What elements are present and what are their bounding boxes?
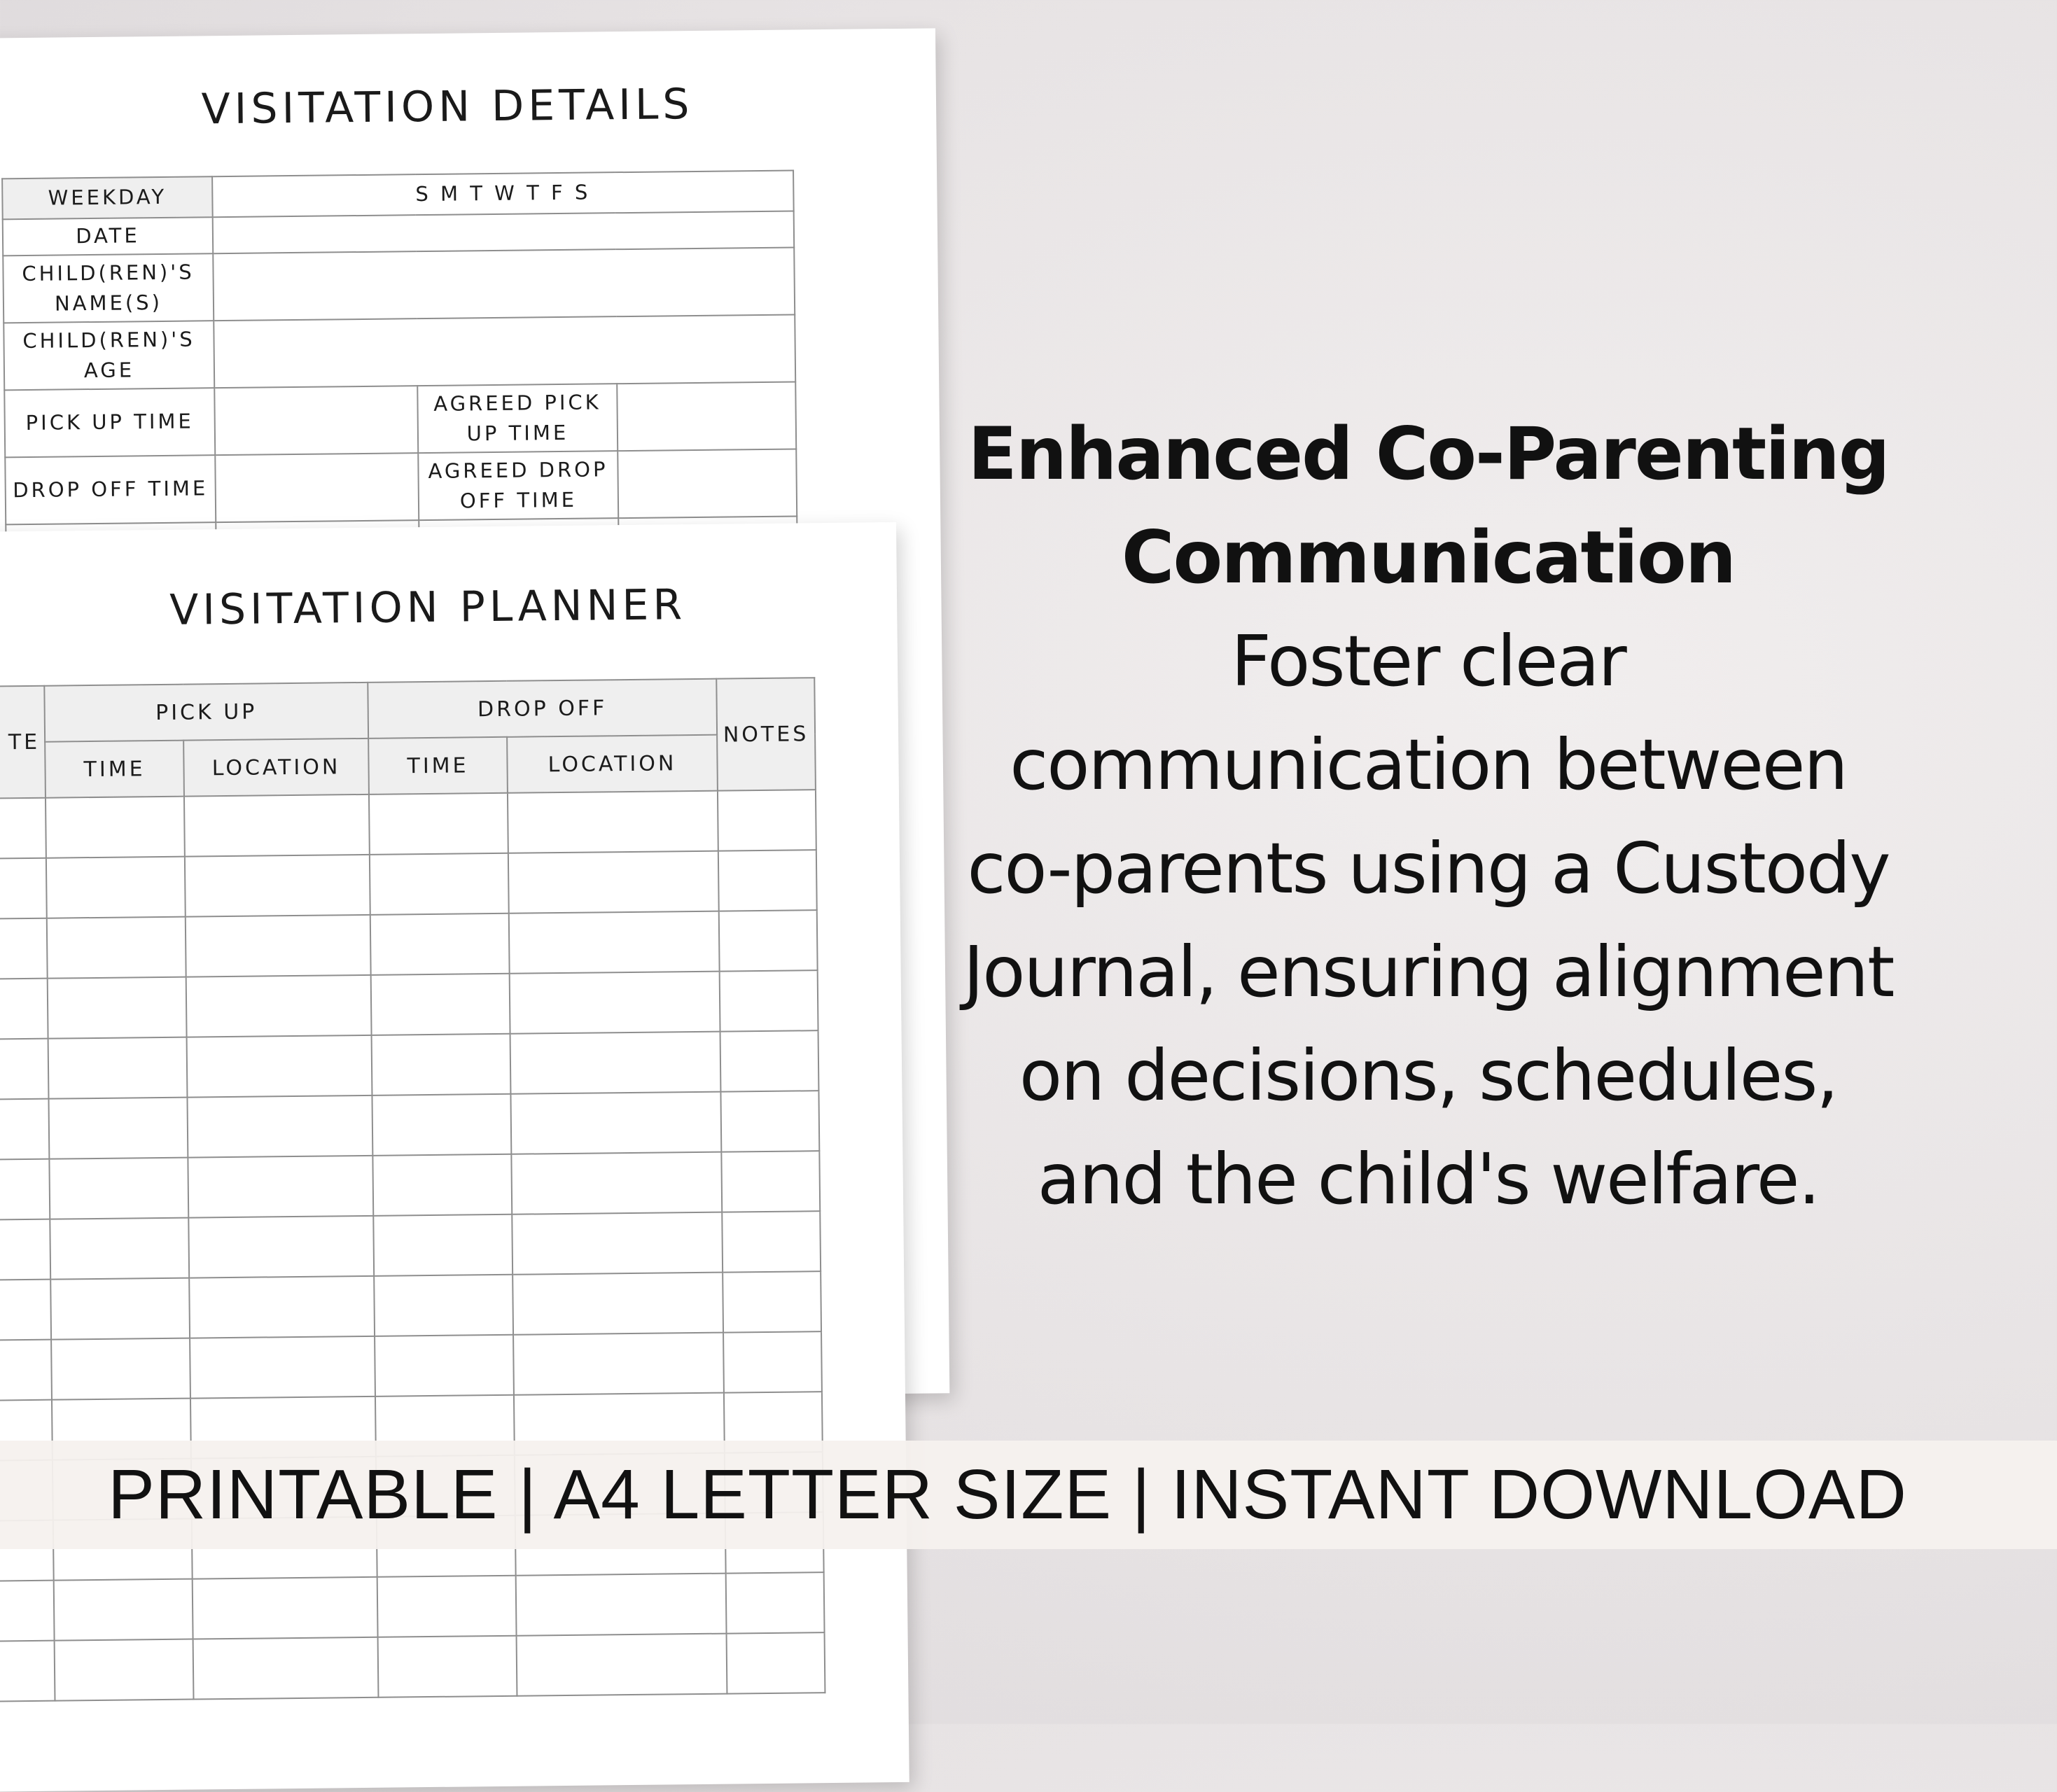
planner-cell[interactable] [50,1218,189,1280]
dropoff-header: DROP OFF [368,679,717,738]
pickup-time-label: PICK UP TIME [4,388,215,457]
agreed-dropoff-label: AGREED DROP OFF TIME [418,451,618,520]
planner-cell[interactable] [723,1331,822,1392]
date-cell[interactable] [213,211,795,254]
planner-cell[interactable] [187,1096,372,1158]
planner-cell[interactable] [720,1091,819,1152]
planner-cell[interactable] [513,1333,724,1395]
planner-row [0,1632,825,1702]
planner-cell[interactable] [375,1335,514,1396]
pickup-time-header: TIME [45,741,184,798]
copy-body: Foster clear communication between co-parents using a Custody Journal, ensuring alignment on decisions, schedules, and the child's welfare. [963,620,1894,1220]
planner-cell[interactable] [46,857,186,918]
banner-text: PRINTABLE | A4 LETTER SIZE | INSTANT DOWNLOAD [108,1455,1907,1534]
planner-title: VISITATION PLANNER [169,580,687,635]
planner-cell[interactable] [48,1037,188,1099]
planner-cell[interactable] [719,910,818,971]
copy-heading: Enhanced Co-Parenting Communication [968,412,1889,600]
planner-cell[interactable] [508,791,718,853]
planner-cell[interactable] [512,1212,723,1275]
visitation-planner-sheet [0,522,909,1792]
children-age-cell[interactable] [214,315,795,388]
planner-cell[interactable] [0,1340,52,1401]
planner-cell[interactable] [48,1098,188,1159]
planner-cell[interactable] [718,790,816,850]
planner-cell[interactable] [727,1632,825,1693]
pickup-location-header: LOCATION [183,738,369,797]
planner-cell[interactable] [510,972,720,1034]
pickup-header: PICK UP [44,682,368,742]
planner-cell[interactable] [54,1579,193,1641]
planner-cell[interactable] [185,855,370,917]
planner-row [0,1331,822,1401]
planner-cell[interactable] [190,1336,375,1399]
planner-row [0,1091,819,1160]
dropoff-time-label: DROP OFF TIME [5,455,216,524]
planner-cell[interactable] [189,1276,375,1338]
planner-cell[interactable] [50,1278,190,1340]
children-names-cell[interactable] [213,248,795,321]
planner-cell[interactable] [511,1152,722,1214]
planner-cell[interactable] [510,1092,721,1154]
planner-cell[interactable] [0,858,47,919]
planner-row [0,1271,821,1340]
planner-rows [0,790,825,1702]
planner-cell[interactable] [47,917,186,979]
planner-cell[interactable] [720,1030,819,1091]
agreed-dropoff-cell[interactable] [618,449,797,518]
planner-cell[interactable] [721,1151,820,1212]
planner-cell[interactable] [372,1154,512,1216]
planner-cell[interactable] [49,1158,188,1219]
planner-cell[interactable] [510,1032,721,1094]
planner-cell[interactable] [51,1338,190,1400]
planner-cell[interactable] [512,1273,723,1335]
planner-cell[interactable] [509,911,720,974]
planner-cell[interactable] [0,1641,55,1702]
planner-cell[interactable] [720,970,818,1031]
planner-cell[interactable] [508,851,719,913]
weekday-label: WEEKDAY [2,176,213,219]
planner-cell[interactable] [372,1094,511,1156]
planner-cell[interactable] [0,1039,48,1100]
planner-row [0,850,817,919]
pickup-time-cell[interactable] [214,386,418,455]
planner-cell[interactable] [517,1634,727,1696]
children-names-label: CHILD(REN)'S NAME(S) [3,253,214,323]
planner-cell[interactable] [188,1156,373,1218]
planner-cell[interactable] [188,1216,374,1278]
planner-cell[interactable] [370,913,510,975]
date-label: DATE [3,217,214,255]
planner-cell[interactable] [0,1581,55,1642]
weekday-value: S M T W T F S [212,171,794,218]
planner-cell[interactable] [0,1280,51,1340]
agreed-pickup-cell[interactable] [617,382,796,451]
planner-cell[interactable] [373,1214,512,1276]
planner-row [0,970,818,1040]
planner-cell[interactable] [186,915,371,977]
planner-cell[interactable] [0,798,46,859]
bottom-banner [0,1441,2057,1549]
planner-cell[interactable] [0,979,48,1040]
planner-row [0,1211,821,1280]
planner-cell[interactable] [370,853,509,915]
planner-cell[interactable] [516,1574,727,1636]
date-header: TE [0,686,46,799]
planner-row [0,1151,820,1220]
dropoff-time-cell[interactable] [215,453,419,522]
planner-cell[interactable] [377,1576,517,1637]
planner-cell[interactable] [374,1275,513,1336]
planner-cell[interactable] [378,1636,517,1698]
planner-cell[interactable] [726,1572,825,1633]
dropoff-location-header: LOCATION [507,735,718,793]
planner-cell[interactable] [46,797,185,858]
planner-cell[interactable] [369,793,508,855]
planner-cell[interactable] [722,1211,821,1272]
planner-cell[interactable] [186,975,372,1037]
marketing-copy [959,402,1897,1231]
children-age-label: CHILD(REN)'S AGE [4,321,214,390]
planner-cell[interactable] [193,1637,379,1700]
planner-cell[interactable] [187,1035,372,1098]
details-title: VISITATION DETAILS [201,80,694,134]
planner-cell[interactable] [184,794,370,857]
planner-cell[interactable] [372,1034,511,1096]
notes-header: NOTES [716,678,816,790]
planner-row [0,1572,825,1642]
planner-row [0,1030,818,1100]
planner-cell[interactable] [0,1219,50,1280]
planner-cell[interactable] [193,1577,378,1639]
planner-cell[interactable] [55,1639,194,1701]
planner-cell[interactable] [0,1159,50,1220]
planner-cell[interactable] [723,1271,821,1332]
planner-cell[interactable] [48,977,187,1039]
planner-cell[interactable] [0,918,48,979]
dropoff-time-header: TIME [368,737,508,794]
planner-row [0,910,818,979]
planner-cell[interactable] [371,974,510,1035]
agreed-pickup-label: AGREED PICK UP TIME [417,384,618,453]
planner-cell[interactable] [0,1099,49,1160]
planner-row [0,790,816,859]
planner-cell[interactable] [718,850,817,911]
